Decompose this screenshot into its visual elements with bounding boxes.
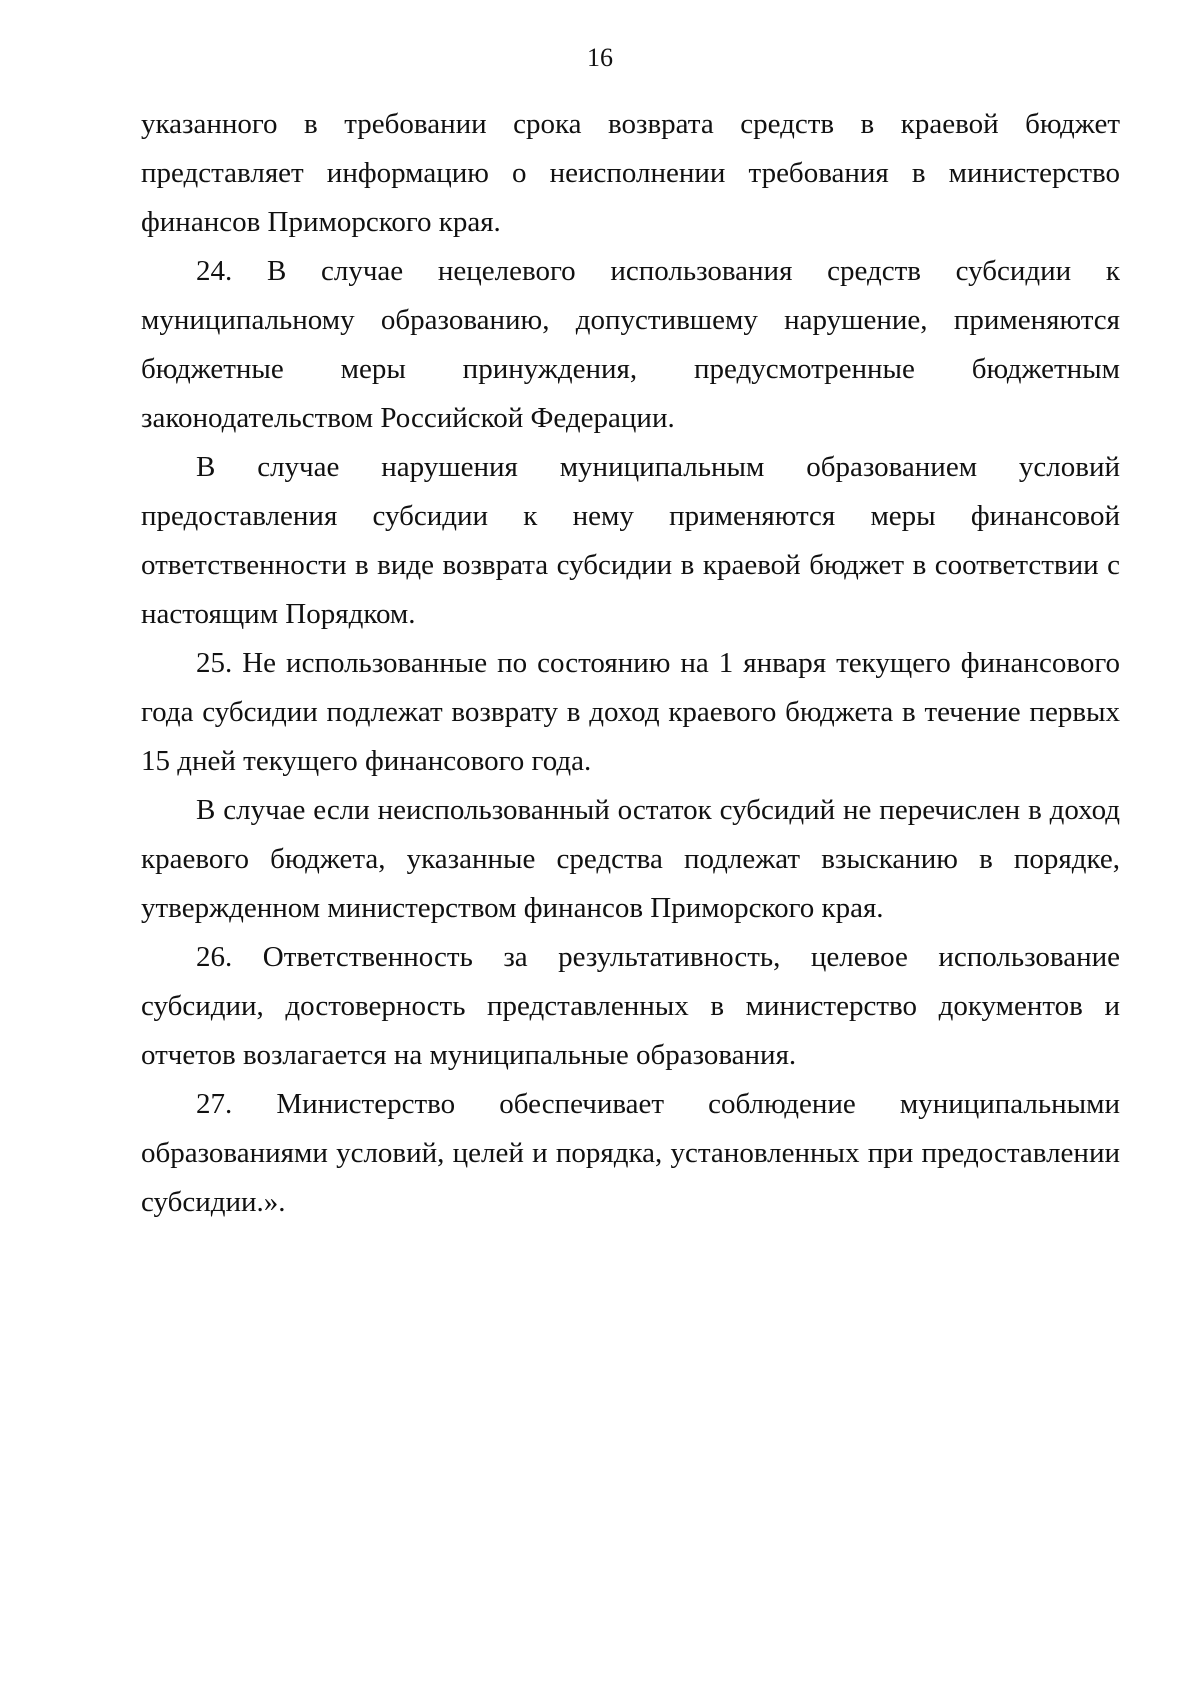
paragraph-item-25: 25. Не использованные по состоянию на 1 января текущего финансового года субсидии подлежат возврату в доход краевого бюджета в течение первых 15 дней текущего финансового года.: [141, 647, 1120, 777]
document-body: [141, 100, 1120, 1227]
paragraph-item-25-remainder: В случае если неиспользованный остаток субсидий не перечислен в доход краевого бюджета, указанные средства подлежат взысканию в порядке, утвержденном министерством финансов Приморского края.: [141, 794, 1120, 924]
paragraph-item-24: 24. В случае нецелевого использования средств субсидии к муниципальному образованию, допустившему нарушение, применяются бюджетные меры принуждения, предусмотренные бюджетным законодательством Российской Федерации.: [141, 255, 1120, 434]
page-number: 16: [587, 43, 613, 72]
paragraph-item-26: 26. Ответственность за результативность, целевое использование субсидии, достоверность представленных в министерство документов и отчетов возлагается на муниципальные образования.: [141, 941, 1120, 1071]
paragraph-item-24-violation: В случае нарушения муниципальным образованием условий предоставления субсидии к нему применяются меры финансовой ответственности в виде возврата субсидии в краевой бюджет в соответствии с настоящим Порядком.: [141, 451, 1120, 630]
paragraph-continuation: указанного в требовании срока возврата средств в краевой бюджет представляет информацию о неисполнении требования в министерство финансов Приморского края.: [141, 108, 1120, 238]
paragraph-item-27: 27. Министерство обеспечивает соблюдение муниципальными образованиями условий, целей и порядка, установленных при предоставлении субсидии.».: [141, 1088, 1120, 1218]
